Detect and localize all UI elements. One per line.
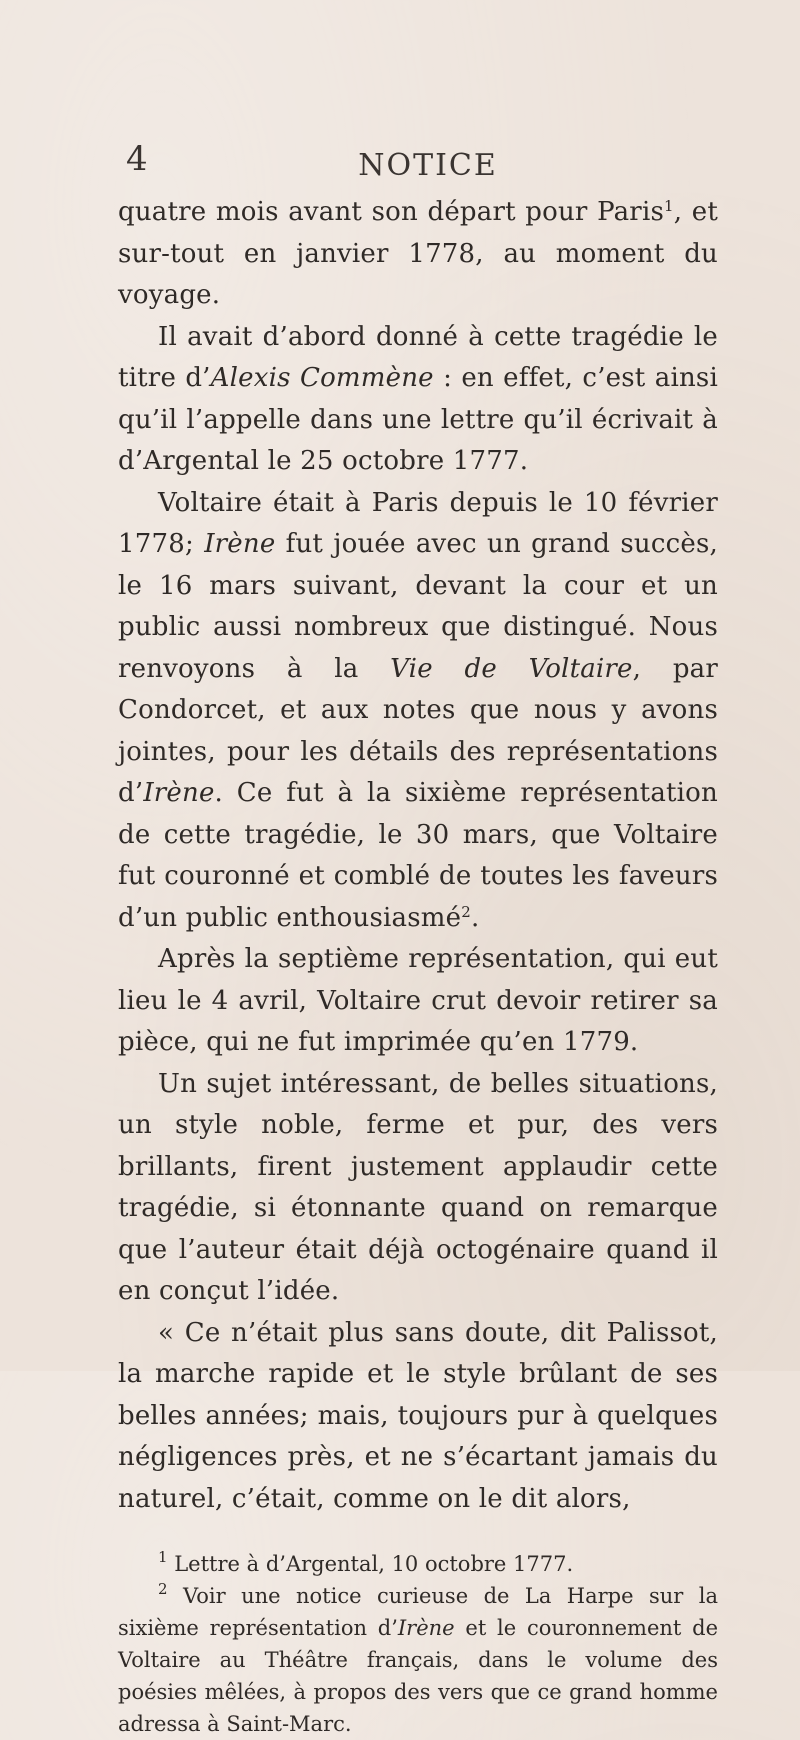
- footnote-marker-1: 1: [158, 1548, 168, 1566]
- work-title: Irène: [204, 529, 276, 559]
- paragraph-3: Voltaire était à Paris depuis le 10 février 1778; Irène fut jouée avec un grand succès, le 16 mars suivant, devant la cour et un public aussi nombreux que distingué. Nous renvoyons à la Vie de Voltaire, par Condorcet, et aux notes que nous y avons jointes, pour les détails des représentations d’Irène. Ce fut à la sixième représentation de cette tragédie, le 30 mars, que Voltaire fut couronné et comblé de toutes les faveurs d’un public enthousiasmé$^2$.: [118, 487, 718, 933]
- page-number: 4: [126, 139, 148, 179]
- footnote-ref-2: 2: [461, 902, 471, 921]
- paragraph-4: Après la septième représentation, qui eut lieu le 4 avril, Voltaire crut devoir retirer sa pièce, qui ne fut imprimée qu’en 1779.: [118, 944, 718, 1057]
- work-title: Irène: [397, 1616, 455, 1640]
- body-text: [118, 192, 718, 1520]
- work-title: Irène: [143, 778, 215, 808]
- running-head: [118, 140, 718, 192]
- footnote-1: $^1$ Lettre à d’Argental, 10 octobre 1777.: [158, 1548, 574, 1576]
- page-title: NOTICE: [358, 148, 498, 183]
- footnote-2: $^2$ Voir une notice curieuse de La Harpe sur la sixième représentation d’Irène et le couronnement de Voltaire au Théâtre français, dans le volume des poésies mêlées, à propos des vers que ce grand homme adressa à Saint-Marc.: [118, 1580, 718, 1736]
- work-title: Vie de Voltaire: [390, 653, 633, 684]
- paragraph-1: quatre mois avant son départ pour Paris$^1$, et sur-tout en janvier 1778, au moment du voyage.: [118, 197, 718, 310]
- footnote-ref-1: 1: [664, 197, 674, 215]
- paragraph-2: Il avait d’abord donné à cette tragédie le titre d’Alexis Commène : en effet, c’est ainsi qu’il l’appelle dans une lettre qu’il écrivait à d’Argental le 25 octobre 1777.: [118, 321, 718, 476]
- paragraph-6: « Ce n’était plus sans doute, dit Palissot, la marche rapide et le style brûlant de ses belles années; mais, toujours pur à quelques négligences près, et ne s’écartant jamais du naturel, c’était, comme on le dit alors,: [118, 1317, 718, 1514]
- footnote-marker-2: 2: [158, 1580, 168, 1598]
- work-title: Alexis Commène: [210, 363, 434, 393]
- paragraph-5: Un sujet intéressant, de belles situations, un style noble, ferme et pur, des vers brillants, firent justement applaudir cette tragédie, si étonnante quand on remarque que l’auteur était déjà octogénaire quand il en conçut l’idée.: [118, 1068, 718, 1306]
- book-page: [118, 140, 718, 1740]
- footnotes: [118, 1548, 718, 1740]
